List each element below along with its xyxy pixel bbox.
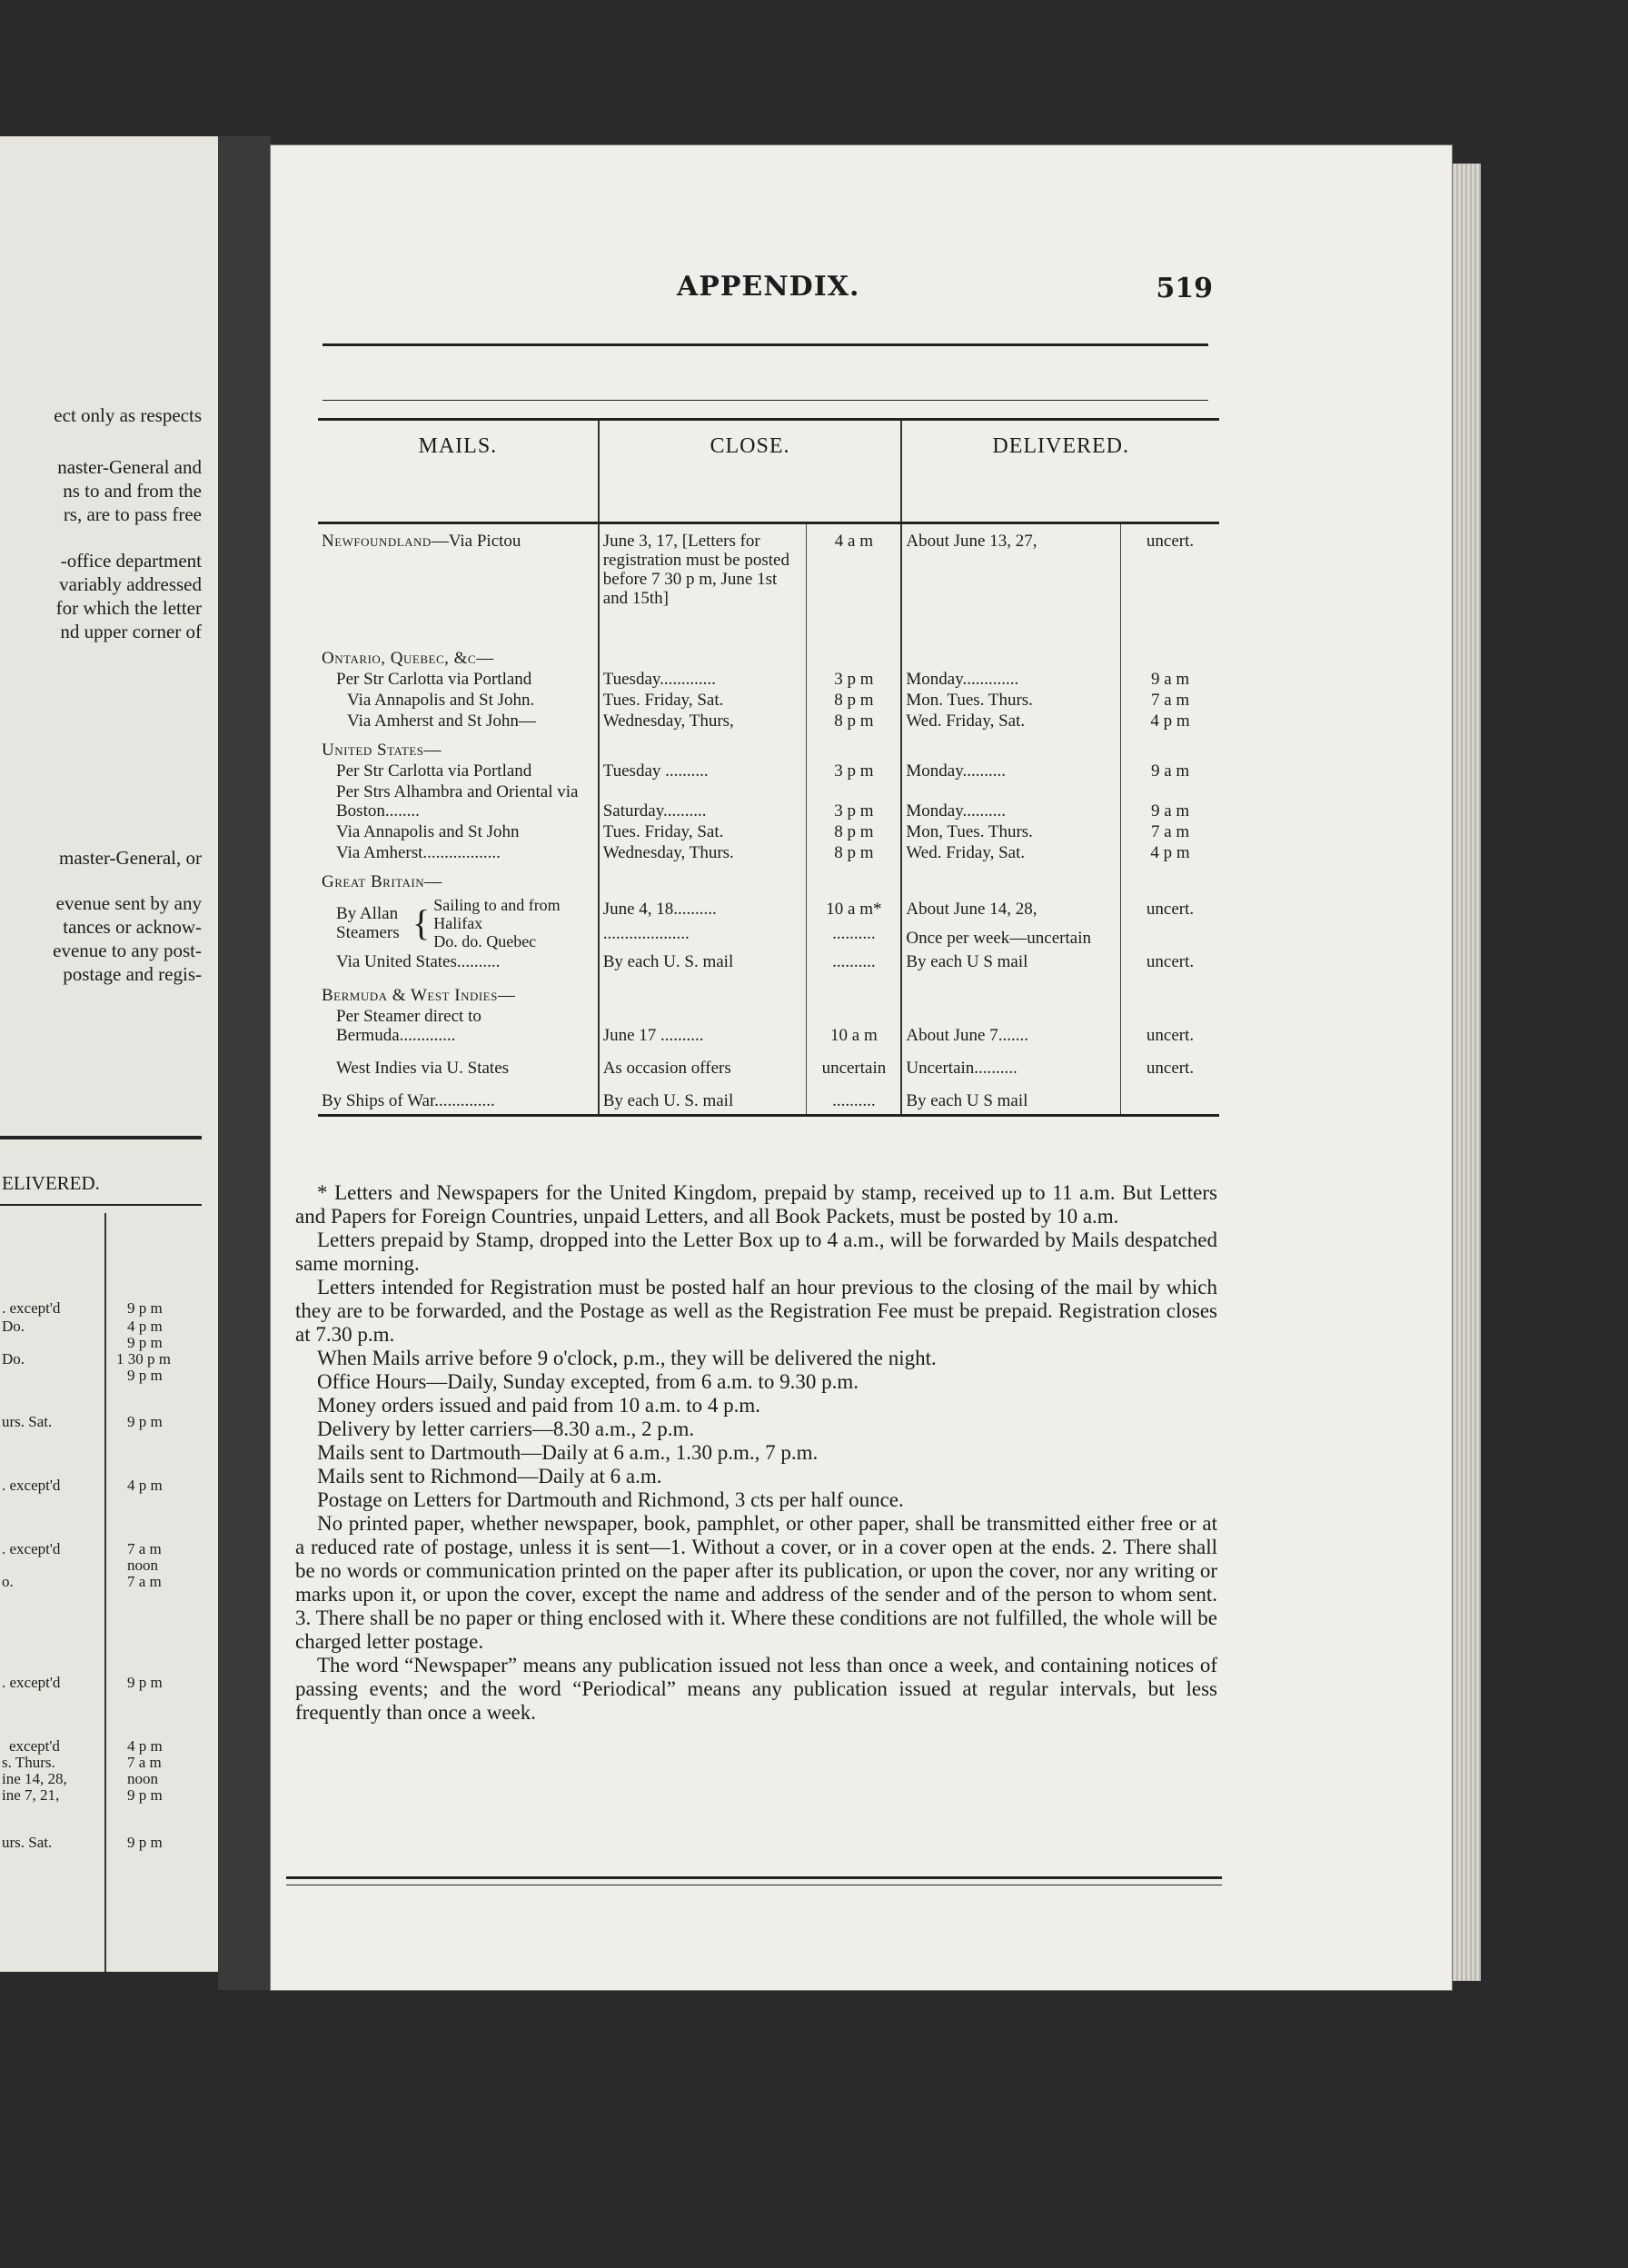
table-row xyxy=(318,781,1219,821)
close-cell: By each U. S. mail xyxy=(602,952,734,971)
delivered-cell: By each U S mail xyxy=(906,952,1028,971)
page-title: APPENDIX. xyxy=(677,271,860,303)
facing-row-time: 4 p m xyxy=(127,1737,163,1755)
facing-text-line: -office department xyxy=(60,550,202,572)
close-time-cell: 8 p m xyxy=(807,690,901,711)
facing-row-label: ine 7, 21, xyxy=(2,1786,60,1804)
page-number: 519 xyxy=(1156,273,1213,304)
facing-row-label: Do. xyxy=(2,1350,25,1368)
facing-text-line: rs, are to pass free xyxy=(63,503,202,525)
table-row xyxy=(318,761,1219,781)
delivered-time-cell: 4 p m xyxy=(1121,842,1219,863)
delivered-time-cell: 9 a m xyxy=(1121,669,1219,690)
close-cell: June 3, 17, [Letters for registration must be posted before 7 30 p m, June 1st and 15th] xyxy=(602,532,789,608)
delivered-time-cell: 4 p m xyxy=(1121,711,1219,731)
header-rule xyxy=(323,343,1208,346)
table-row xyxy=(318,951,1219,977)
close-time-cell: 8 p m xyxy=(807,711,901,731)
facing-row-time: 9 p m xyxy=(127,1334,163,1351)
mails-column-header: MAILS. xyxy=(318,420,599,523)
close-time-cell: 4 a m xyxy=(807,523,901,641)
close-cell: .................... xyxy=(602,923,690,943)
table-row xyxy=(318,1046,1219,1079)
facing-row-label: except'd xyxy=(9,1737,60,1755)
delivered-cell: Monday.......... xyxy=(906,801,1006,821)
table-row xyxy=(318,711,1219,731)
close-cell: Wednesday, Thurs, xyxy=(602,711,734,731)
facing-heading: ELIVERED. xyxy=(2,1172,100,1194)
facing-row-time: 7 a m xyxy=(127,1540,162,1557)
office-hours-line: Office Hours—Daily, Sunday excepted, from 6 a.m. to 9.30 p.m. xyxy=(317,1370,859,1393)
close-time-cell: uncertain xyxy=(807,1046,901,1079)
close-time-cell: 10 a m xyxy=(807,1006,901,1046)
table-row: By Allan Steamers { Sailing to and from Halifax Do. do. Quebec June 4, 18.......... 10 a m* About June 14, 28, uncert. xyxy=(318,892,1219,923)
note-paragraph: When Mails arrive before 9 o'clock, p.m., they will be delivered the night. xyxy=(317,1347,937,1369)
section-row xyxy=(318,640,1219,669)
route-label: By Allan Steamers xyxy=(336,904,400,942)
delivered-time-cell: uncert. xyxy=(1121,523,1219,641)
route-label: —Via Pictou xyxy=(431,532,521,551)
route-label: Via Amherst and St John— xyxy=(347,711,536,731)
footer-rule xyxy=(286,1876,1222,1879)
table-row xyxy=(318,1006,1219,1046)
close-cell: Tues. Friday, Sat. xyxy=(602,691,724,710)
close-time-cell: 10 a m* xyxy=(807,892,901,923)
facing-row-time: 9 p m xyxy=(127,1674,163,1691)
facing-page-fragment xyxy=(0,136,218,1972)
delivered-cell: Monday............. xyxy=(906,670,1019,689)
facing-row-time: 4 p m xyxy=(127,1318,163,1335)
table-row xyxy=(318,842,1219,863)
delivered-cell: Once per week—uncertain xyxy=(906,928,1091,948)
route-label: Via Annapolis and St John xyxy=(336,822,520,841)
mail-schedule-table xyxy=(318,418,1219,1117)
notes-section xyxy=(295,1181,1217,1725)
note-paragraph: No printed paper, whether newspaper, book, pamphlet, or other paper, shall be transmitted either free or at a reduced rate of postage, unless it is sent—1. Without a cover, or in a cover open at the ends. 2. There shall be no words or communication printed on the paper after its publication, or upon the cover, nor any writing or marks upon it, or upon the cover, except the name and address of the sender and of the person to whom sent. 3. There shall be no paper or thing enclosed with it. Where these conditions are not fulfilled, the whole will be charged letter postage. xyxy=(295,1512,1217,1653)
office-hours-line: Delivery by letter carriers—8.30 a.m., 2 p.m. xyxy=(317,1418,695,1440)
delivered-time-cell: uncert. xyxy=(1121,951,1219,977)
close-cell: Tues. Friday, Sat. xyxy=(602,822,724,841)
facing-row-time: 9 p m xyxy=(127,1299,163,1317)
note-paragraph: The word “Newspaper” means any publication issued not less than once a week, and containing notices of passing events; and the word “Periodical” means any publication issued at regular intervals, but less frequently than once a week. xyxy=(295,1654,1217,1724)
facing-row-time: noon xyxy=(127,1557,158,1574)
table-row xyxy=(318,669,1219,690)
close-time-cell: .......... xyxy=(807,923,901,951)
facing-row-label: ine 14, 28, xyxy=(2,1770,67,1787)
facing-row-time: 7 a m xyxy=(127,1573,162,1590)
header-rule-thin xyxy=(323,400,1208,401)
close-column-header: CLOSE. xyxy=(599,420,902,523)
table-row xyxy=(318,690,1219,711)
route-label: West Indies via U. States xyxy=(336,1059,510,1078)
facing-row-time: 9 p m xyxy=(127,1786,163,1804)
facing-row-label: Do. xyxy=(2,1318,25,1335)
facing-text-line: postage and regis- xyxy=(63,963,202,985)
office-hours-line: Mails sent to Richmond—Daily at 6 a.m. xyxy=(317,1465,662,1487)
facing-row-time: 7 a m xyxy=(127,1754,162,1771)
delivered-time-cell xyxy=(1121,1079,1219,1116)
facing-column-divider xyxy=(104,1213,106,1972)
facing-row-time: 1 30 p m xyxy=(116,1350,171,1368)
close-time-cell: .......... xyxy=(807,1079,901,1116)
facing-row-label: o. xyxy=(2,1573,14,1590)
close-cell: By each U. S. mail xyxy=(599,1079,807,1116)
facing-rule xyxy=(0,1136,202,1139)
close-cell: Saturday.......... xyxy=(602,801,707,821)
delivered-cell: Mon, Tues. Thurs. xyxy=(906,822,1033,841)
facing-row-time: 9 p m xyxy=(127,1367,163,1384)
close-time-cell: .......... xyxy=(807,951,901,977)
section-row xyxy=(318,977,1219,1006)
delivered-cell: Mon. Tues. Thurs. xyxy=(906,691,1033,710)
delivered-time-cell: 7 a m xyxy=(1121,690,1219,711)
close-time-cell: 8 p m xyxy=(807,821,901,842)
close-time-cell: 3 p m xyxy=(807,669,901,690)
close-cell: Tuesday .......... xyxy=(602,761,709,781)
route-detail: Sailing to and from Halifax xyxy=(433,896,561,932)
facing-text-line: for which the letter xyxy=(55,597,202,619)
facing-row-time: 4 p m xyxy=(127,1477,163,1494)
section-label: Great Britain— xyxy=(322,872,442,891)
facing-row-label: urs. Sat. xyxy=(2,1413,53,1430)
facing-row-label: s. Thurs. xyxy=(2,1754,55,1771)
note-paragraph: Letters prepaid by Stamp, dropped into the Letter Box up to 4 a.m., will be forwarded by Mails despatched same morning. xyxy=(295,1228,1217,1275)
delivered-cell: Monday.......... xyxy=(906,761,1006,781)
close-cell: Tuesday............. xyxy=(602,670,716,689)
section-row xyxy=(318,863,1219,892)
table-row xyxy=(318,523,1219,641)
facing-row-time: 9 p m xyxy=(127,1834,163,1851)
close-cell: Wednesday, Thurs. xyxy=(602,843,734,862)
section-row xyxy=(318,731,1219,761)
delivered-time-cell: uncert. xyxy=(1121,1006,1219,1046)
route-label: Per Str Carlotta via Portland xyxy=(336,761,532,781)
delivered-time-cell: 9 a m xyxy=(1121,761,1219,781)
delivered-cell: Wed. Friday, Sat. xyxy=(906,843,1026,862)
close-cell: As occasion offers xyxy=(602,1059,731,1078)
close-cell: June 17 .......... xyxy=(602,1026,704,1045)
office-hours-line: Money orders issued and paid from 10 a.m. to 4 p.m. xyxy=(317,1394,761,1417)
section-label: United States— xyxy=(322,741,442,760)
delivered-time-cell: uncert. xyxy=(1121,892,1219,923)
facing-rule xyxy=(0,1204,202,1206)
facing-text-line: ect only as respects xyxy=(54,404,202,426)
facing-row-time: noon xyxy=(127,1770,158,1787)
facing-text-line: master-General, or xyxy=(59,847,202,869)
close-time-cell: 3 p m xyxy=(807,781,901,821)
delivered-cell: Uncertain.......... xyxy=(906,1059,1018,1078)
facing-text-line: tances or acknow- xyxy=(63,916,202,938)
facing-row-label: . except'd xyxy=(2,1477,61,1494)
delivered-column-header: DELIVERED. xyxy=(901,420,1219,523)
delivered-time-cell: uncert. xyxy=(1121,1046,1219,1079)
route-label: Via Annapolis and St John. xyxy=(347,691,535,710)
delivered-cell: About June 7....... xyxy=(906,1026,1028,1045)
facing-row-time: 9 p m xyxy=(127,1413,163,1430)
delivered-cell: About June 14, 28, xyxy=(906,900,1037,919)
section-label: Bermuda & West Indies— xyxy=(322,986,516,1005)
route-label: Per Steamer direct to Bermuda............. xyxy=(336,1007,481,1045)
route-detail: Do. do. Quebec xyxy=(433,932,537,950)
section-label: Ontario, Quebec, &c— xyxy=(322,649,494,668)
office-hours-line: Postage on Letters for Dartmouth and Richmond, 3 cts per half ounce. xyxy=(317,1488,904,1511)
route-label: Per Strs Alhambra and Oriental via Boston........ xyxy=(336,782,579,821)
close-cell: June 4, 18.......... xyxy=(602,900,717,919)
page-header xyxy=(323,271,1222,307)
book-gutter xyxy=(218,136,271,1990)
delivered-cell: By each U S mail xyxy=(901,1079,1120,1116)
facing-text-line: variably addressed xyxy=(59,573,202,595)
facing-row-label: . except'd xyxy=(2,1674,61,1691)
delivered-cell: Wed. Friday, Sat. xyxy=(906,711,1026,731)
delivered-time-cell: 9 a m xyxy=(1121,781,1219,821)
close-time-cell: 8 p m xyxy=(807,842,901,863)
office-hours-line: Mails sent to Dartmouth—Daily at 6 a.m., 1.30 p.m., 7 p.m. xyxy=(317,1441,819,1464)
facing-text-line: evenue to any post- xyxy=(53,940,202,961)
note-paragraph: Letters intended for Registration must be posted half an hour previous to the closing of the mail by which they are to be forwarded, and the Postage as well as the Registration Fee must be prepaid. Registration closes at 7.30 p.m. xyxy=(295,1276,1217,1346)
facing-row-label: . except'd xyxy=(2,1299,61,1317)
facing-text-line: evenue sent by any xyxy=(55,892,202,914)
close-time-cell: 3 p m xyxy=(807,761,901,781)
facing-row-label: . except'd xyxy=(2,1540,61,1557)
route-label: Via United States.......... xyxy=(336,952,501,971)
section-label: Newfoundland xyxy=(322,532,432,551)
note-paragraph: * Letters and Newspapers for the United Kingdom, prepaid by stamp, received up to 11 a.m. But Letters and Papers for Foreign Countries, unpaid Letters, and all Book Packets, must be posted by 10 a.m. xyxy=(295,1181,1217,1228)
facing-text-line: nd upper corner of xyxy=(60,621,202,642)
delivered-cell: About June 13, 27, xyxy=(906,532,1037,551)
route-label: Via Amherst.................. xyxy=(336,843,501,862)
facing-text-line: naster-General and xyxy=(57,456,202,478)
table-row xyxy=(318,821,1219,842)
table-row xyxy=(318,1079,1219,1116)
route-label: Per Str Carlotta via Portland xyxy=(336,670,532,689)
route-label: By Ships of War.............. xyxy=(318,1079,599,1116)
facing-text-line: ns to and from the xyxy=(63,480,202,502)
delivered-time-cell: 7 a m xyxy=(1121,821,1219,842)
facing-row-label: urs. Sat. xyxy=(2,1834,53,1851)
